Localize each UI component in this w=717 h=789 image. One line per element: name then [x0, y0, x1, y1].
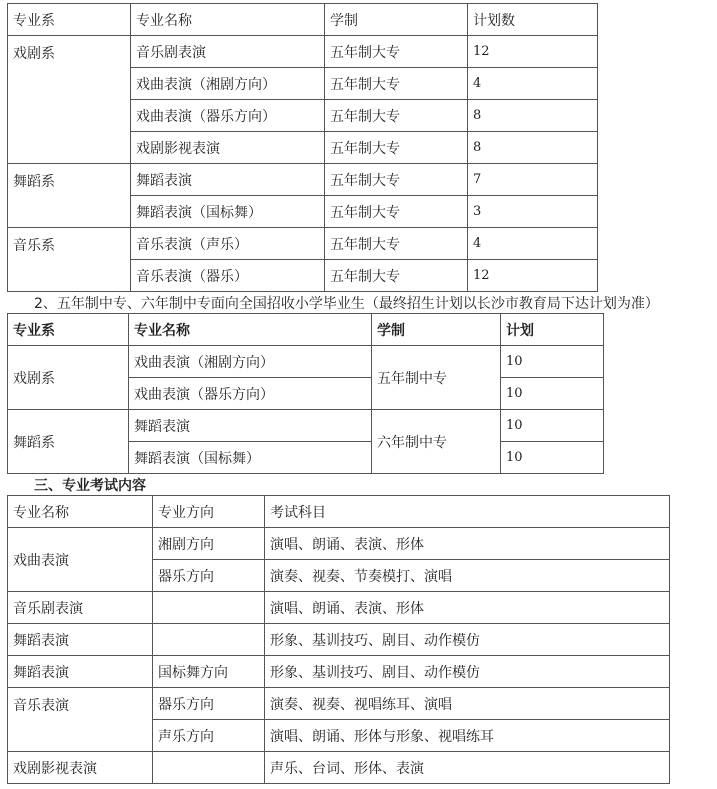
count-cell: 8 — [468, 132, 598, 164]
major-name-cell: 舞蹈表演 — [8, 624, 153, 656]
table-row — [8, 752, 670, 784]
subjects-cell: 形象、基训技巧、剧目、动作模仿 — [265, 624, 670, 656]
table-row — [8, 410, 604, 442]
header-cell: 考试科目 — [265, 496, 670, 528]
system-cell: 五年制大专 — [325, 228, 468, 260]
major-cell: 音乐表演（声乐） — [131, 228, 325, 260]
table-header-row — [8, 496, 670, 528]
direction-cell — [153, 752, 265, 784]
table-row — [8, 656, 670, 688]
count-cell: 10 — [501, 378, 604, 410]
major-name-cell: 戏剧影视表演 — [8, 752, 153, 784]
system-cell: 六年制中专 — [372, 410, 501, 474]
count-cell: 4 — [468, 68, 598, 100]
major-cell: 音乐表演（器乐） — [131, 260, 325, 292]
table-1 — [7, 3, 598, 292]
major-cell: 戏曲表演（器乐方向） — [129, 378, 372, 410]
header-cell: 专业系 — [8, 4, 131, 36]
count-cell: 12 — [468, 36, 598, 68]
major-cell: 戏曲表演（湘剧方向） — [129, 346, 372, 378]
system-cell: 五年制大专 — [325, 100, 468, 132]
header-cell: 计划数 — [468, 4, 598, 36]
direction-cell: 国标舞方向 — [153, 656, 265, 688]
department-cell: 音乐系 — [8, 228, 131, 292]
header-cell: 专业方向 — [153, 496, 265, 528]
department-cell: 舞蹈系 — [8, 410, 129, 474]
subjects-cell: 演唱、朗诵、表演、形体 — [265, 528, 670, 560]
system-cell: 五年制大专 — [325, 68, 468, 100]
department-cell: 舞蹈系 — [8, 164, 131, 228]
header-cell: 专业系 — [8, 314, 129, 346]
header-cell: 学制 — [372, 314, 501, 346]
count-cell: 12 — [468, 260, 598, 292]
system-cell: 五年制大专 — [325, 164, 468, 196]
count-cell: 7 — [468, 164, 598, 196]
major-cell: 舞蹈表演 — [131, 164, 325, 196]
major-cell: 舞蹈表演（国标舞） — [131, 196, 325, 228]
header-cell: 专业名称 — [129, 314, 372, 346]
major-cell: 音乐剧表演 — [131, 36, 325, 68]
major-cell: 戏曲表演（湘剧方向） — [131, 68, 325, 100]
direction-cell: 声乐方向 — [153, 720, 265, 752]
subjects-cell: 演唱、朗诵、形体与形象、视唱练耳 — [265, 720, 670, 752]
table-row — [8, 592, 670, 624]
subjects-cell: 声乐、台词、形体、表演 — [265, 752, 670, 784]
system-cell: 五年制大专 — [325, 196, 468, 228]
major-name-cell: 戏曲表演 — [8, 528, 153, 592]
subjects-cell: 形象、基训技巧、剧目、动作模仿 — [265, 656, 670, 688]
header-cell: 专业名称 — [131, 4, 325, 36]
count-cell: 10 — [501, 442, 604, 474]
major-cell: 舞蹈表演 — [129, 410, 372, 442]
header-cell: 学制 — [325, 4, 468, 36]
count-cell: 10 — [501, 346, 604, 378]
direction-cell — [153, 592, 265, 624]
direction-cell: 湘剧方向 — [153, 528, 265, 560]
system-cell: 五年制大专 — [325, 132, 468, 164]
table-header-row — [8, 314, 604, 346]
count-cell: 4 — [468, 228, 598, 260]
table-row — [8, 346, 604, 378]
table-row — [8, 36, 598, 68]
major-cell: 戏剧影视表演 — [131, 132, 325, 164]
major-cell: 戏曲表演（器乐方向） — [131, 100, 325, 132]
direction-cell — [153, 624, 265, 656]
table-row — [8, 528, 670, 560]
table-2 — [7, 313, 604, 474]
header-cell: 计划 — [501, 314, 604, 346]
major-name-cell: 音乐剧表演 — [8, 592, 153, 624]
table-header-row — [8, 4, 598, 36]
table-row — [8, 228, 598, 260]
system-cell: 五年制大专 — [325, 36, 468, 68]
major-name-cell: 舞蹈表演 — [8, 656, 153, 688]
direction-cell: 器乐方向 — [153, 560, 265, 592]
major-cell: 舞蹈表演（国标舞） — [129, 442, 372, 474]
section-2-heading: 2、五年制中专、六年制中专面向全国招收小学毕业生（最终招生计划以长沙市教育局下达计划为准） — [34, 296, 659, 312]
section-3-heading: 三、专业考试内容 — [34, 478, 146, 494]
system-cell: 五年制大专 — [325, 260, 468, 292]
count-cell: 10 — [501, 410, 604, 442]
count-cell: 3 — [468, 196, 598, 228]
subjects-cell: 演唱、朗诵、表演、形体 — [265, 592, 670, 624]
table-row — [8, 688, 670, 720]
subjects-cell: 演奏、视奏、视唱练耳、演唱 — [265, 688, 670, 720]
department-cell: 戏剧系 — [8, 36, 131, 164]
count-cell: 8 — [468, 100, 598, 132]
department-cell: 戏剧系 — [8, 346, 129, 410]
direction-cell: 器乐方向 — [153, 688, 265, 720]
header-cell: 专业名称 — [8, 496, 153, 528]
subjects-cell: 演奏、视奏、节奏模打、演唱 — [265, 560, 670, 592]
table-row — [8, 164, 598, 196]
major-name-cell: 音乐表演 — [8, 688, 153, 752]
table-3 — [7, 495, 670, 784]
table-row — [8, 624, 670, 656]
system-cell: 五年制中专 — [372, 346, 501, 410]
